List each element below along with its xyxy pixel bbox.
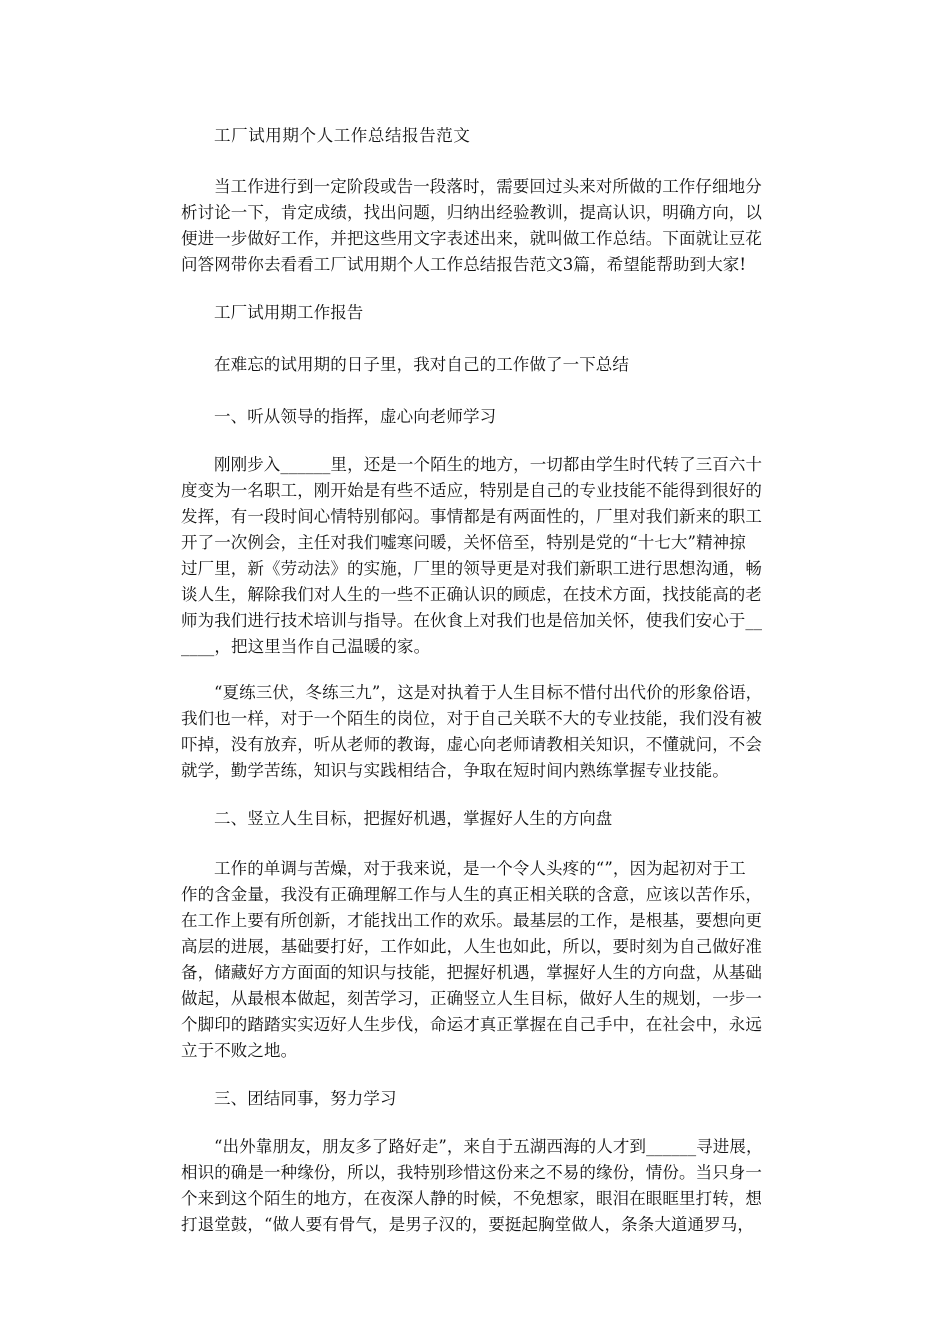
report-title: 工厂试用期工作报告 (214, 303, 364, 322)
section2-para1-line-5: 备，储藏好方方面面的知识与技能，把握好机遇，掌握好人生的方向盘，从基础 (181, 963, 762, 982)
section1-para1-line-5: 过厂里，新《劳动法》的实施，厂里的领导更是对我们新职工进行思想沟通，畅 (181, 559, 762, 578)
section2-para1-line-7: 个脚印的踏踏实实迈好人生步伐，命运才真正掌握在自己手中，在社会中，永远 (181, 1015, 762, 1034)
section1-para1-line-4: 开了一次例会，主任对我们嘘寒问暖，关怀倍至，特别是党的“十七大”精神掠 (181, 533, 746, 552)
section1-para2-line-3: 吓掉，没有放弃，听从老师的教诲，虚心向老师请教相关知识，不懂就问，不会 (181, 735, 762, 754)
section3-para1-line-2: 相识的确是一种缘份，所以，我特别珍惜这份来之不易的缘份，情份。当只身一 (181, 1163, 762, 1182)
section2-para1-line-1: 工作的单调与苦燥，对于我来说，是一个令人头疼的“”，因为起初对于工 (214, 859, 746, 878)
section1-para1-line-2: 度变为一名职工，刚开始是有些不适应，特别是自己的专业技能不能得到很好的 (181, 481, 762, 500)
section2-para1-line-6: 做起，从最根本做起，刻苦学习，正确竖立人生目标，做好人生的规划，一步一 (181, 989, 762, 1008)
section1-para2-line-2: 我们也一样，对于一个陌生的岗位，对于自己关联不大的专业技能，我们没有被 (181, 709, 762, 728)
section2-para1-line-3: 在工作上要有所创新，才能找出工作的欢乐。最基层的工作，是根基，要想向更 (181, 911, 762, 930)
section1-heading: 一、听从领导的指挥，虚心向老师学习 (214, 407, 497, 426)
section2-para1-line-4: 高层的进展，基础要打好，工作如此，人生也如此，所以，要时刻为自己做好准 (181, 937, 762, 956)
section3-para1-line-4: 打退堂鼓，“做人要有骨气，是男子汉的，要挺起胸堂做人，条条大道通罗马， (181, 1215, 754, 1234)
section1-para2-line-4: 就学，勤学苦练，知识与实践相结合，争取在短时间内熟练掌握专业技能。 (181, 761, 729, 780)
intro-line-2: 析讨论一下，肯定成绩，找出问题，归纳出经验教训，提高认识，明确方向，以 (181, 203, 762, 222)
section1-para1-line-7: 师为我们进行技术培训与指导。在伙食上对我们也是倍加关怀，使我们安心于__ (181, 611, 763, 630)
section2-para1-line-8: 立于不败之地。 (181, 1041, 298, 1060)
section1-para1-line-3: 发挥，有一段时间心情特别郁闷。事情都是有两面性的，厂里对我们新来的职工 (181, 507, 762, 526)
section3-heading: 三、团结同事，努力学习 (214, 1089, 397, 1108)
section1-para1-line-6: 谈人生，解除我们对人生的一些不正确认识的顾虑，在技术方面，找技能高的老 (181, 585, 762, 604)
intro-line-3: 便进一步做好工作，并把这些用文字表述出来，就叫做工作总结。下面就让豆花 (181, 229, 762, 248)
section1-para2-line-1: “夏练三伏，冬练三九”，这是对执着于人生目标不惜付出代价的形象俗语， (214, 683, 763, 702)
section3-para1-line-1: “出外靠朋友，朋友多了路好走”，来自于五湖西海的人才到______寻进展， (214, 1137, 763, 1156)
opening-line: 在难忘的试用期的日子里，我对自己的工作做了一下总结 (214, 355, 629, 374)
section2-para1-line-2: 作的含金量，我没有正确理解工作与人生的真正相关联的含意，应该以苦作乐， (181, 885, 762, 904)
document-title: 工厂试用期个人工作总结报告范文 (214, 126, 471, 145)
intro-line-1: 当工作进行到一定阶段或告一段落时，需要回过头来对所做的工作仔细地分 (214, 177, 762, 196)
section1-para1-line-1: 刚刚步入______里，还是一个陌生的地方，一切都由学生时代转了三百六十 (214, 455, 763, 474)
section2-heading: 二、竖立人生目标，把握好机遇，掌握好人生的方向盘 (214, 809, 613, 828)
section1-para1-line-8: ____，把这里当作自己温暖的家。 (181, 637, 431, 656)
intro-line-4: 问答网带你去看看工厂试用期个人工作总结报告范文3篇，希望能帮助到大家! (181, 255, 747, 274)
section3-para1-line-3: 个来到这个陌生的地方，在夜深人静的时候，不免想家，眼泪在眼眶里打转，想 (181, 1189, 762, 1208)
